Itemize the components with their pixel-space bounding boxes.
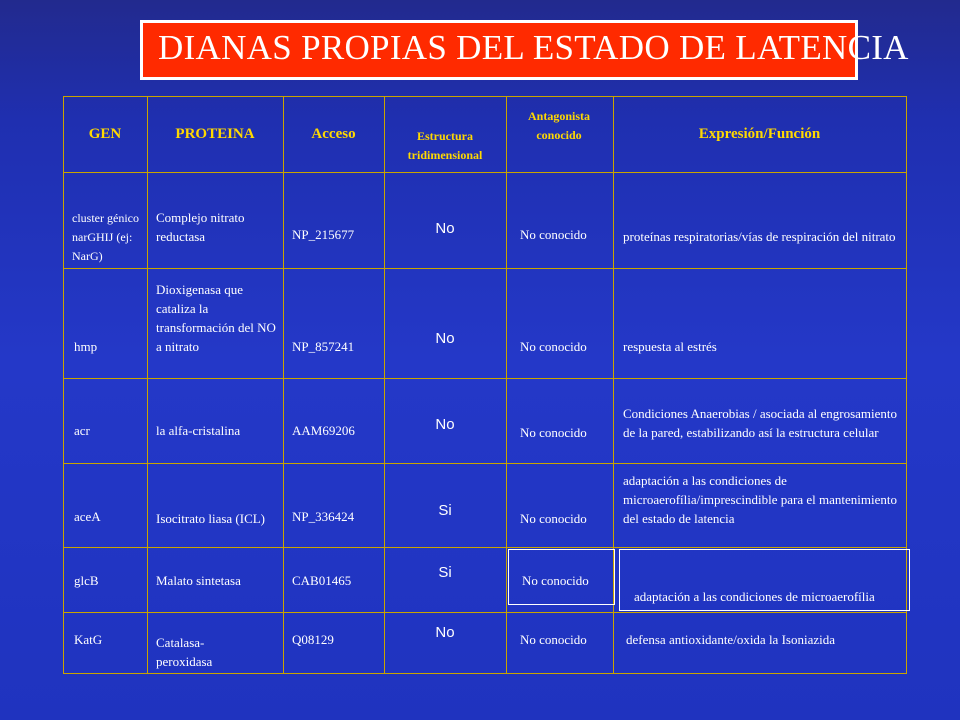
cell-antagonista: No conocido [520, 425, 587, 440]
grid-line [63, 268, 907, 269]
cell-antagonista: No conocido [520, 339, 587, 354]
cell-expresion: adaptación a las condiciones de microaerofília/imprescindible para el mantenimiento del estado de latencia [623, 473, 897, 526]
cell-gen: acr [74, 423, 90, 438]
cell-estructura: No [435, 624, 455, 641]
grid-line [63, 96, 64, 673]
cell-expresion: respuesta al estrés [623, 339, 717, 354]
cell-gen: aceA [74, 509, 101, 524]
cell-acceso: AAM69206 [292, 423, 355, 438]
cell-estructura: Si [438, 564, 452, 581]
cell-estructura: No [435, 330, 455, 347]
cell-proteina: Dioxigenasa que cataliza la transformación del NO a nitrato [156, 282, 276, 354]
grid-line [63, 172, 907, 173]
grid-line [63, 673, 907, 674]
grid-line [63, 463, 907, 464]
cell-acceso: NP_336424 [292, 509, 355, 524]
cell-estructura: No [435, 416, 455, 433]
cell-estructura: Si [438, 502, 452, 519]
header-gen: GEN [88, 125, 122, 142]
cell-gen: KatG [74, 632, 103, 647]
cell-proteina: Complejo nitrato reductasa [156, 210, 245, 244]
header-proteina: PROTEINA [175, 125, 255, 142]
cell-gen: glcB [74, 573, 99, 588]
cell-gen: hmp [74, 339, 98, 354]
cell-acceso: NP_215677 [292, 227, 355, 242]
header-estructura: Estructura tridimensional [407, 129, 483, 162]
header-expresion: Expresión/Función [698, 125, 821, 142]
cell-estructura: No [435, 220, 455, 237]
cell-antagonista: No conocido [520, 227, 587, 242]
header-antagonista: Antagonista conocido [527, 109, 590, 142]
grid-line [63, 547, 907, 548]
cell-expresion: proteínas respiratorias/vías de respiración del nitrato [623, 229, 896, 244]
grid-line [283, 96, 284, 673]
grid-line [384, 96, 385, 673]
header-acceso: Acceso [311, 125, 356, 142]
cell-proteina: Malato sintetasa [156, 573, 241, 588]
cell-proteina: la alfa-cristalina [156, 423, 241, 438]
cell-acceso: Q08129 [292, 632, 334, 647]
cell-proteina: Isocitrato liasa (ICL) [156, 511, 266, 526]
cell-gen: cluster génico narGHIJ (ej: NarG) [72, 211, 139, 263]
cell-acceso: NP_857241 [292, 339, 355, 354]
cell-antagonista: No conocido [522, 573, 589, 588]
cell-antagonista: No conocido [520, 632, 587, 647]
cell-acceso: CAB01465 [292, 573, 352, 588]
cell-expresion: Condiciones Anaerobias / asociada al engrosamiento de la pared, estabilizando así la estructura celular [623, 406, 898, 440]
cell-expresion: defensa antioxidante/oxida la Isoniazida [626, 632, 836, 647]
cell-proteina: Catalasa-peroxidasa [156, 635, 213, 669]
grid-line [63, 378, 907, 379]
cell-expresion: adaptación a las condiciones de microaerofília [634, 589, 875, 604]
grid-line [506, 96, 507, 673]
grid-line [63, 612, 907, 613]
page-title: DIANAS PROPIAS DEL ESTADO DE LATENCIA [158, 28, 909, 67]
cell-antagonista: No conocido [520, 511, 587, 526]
